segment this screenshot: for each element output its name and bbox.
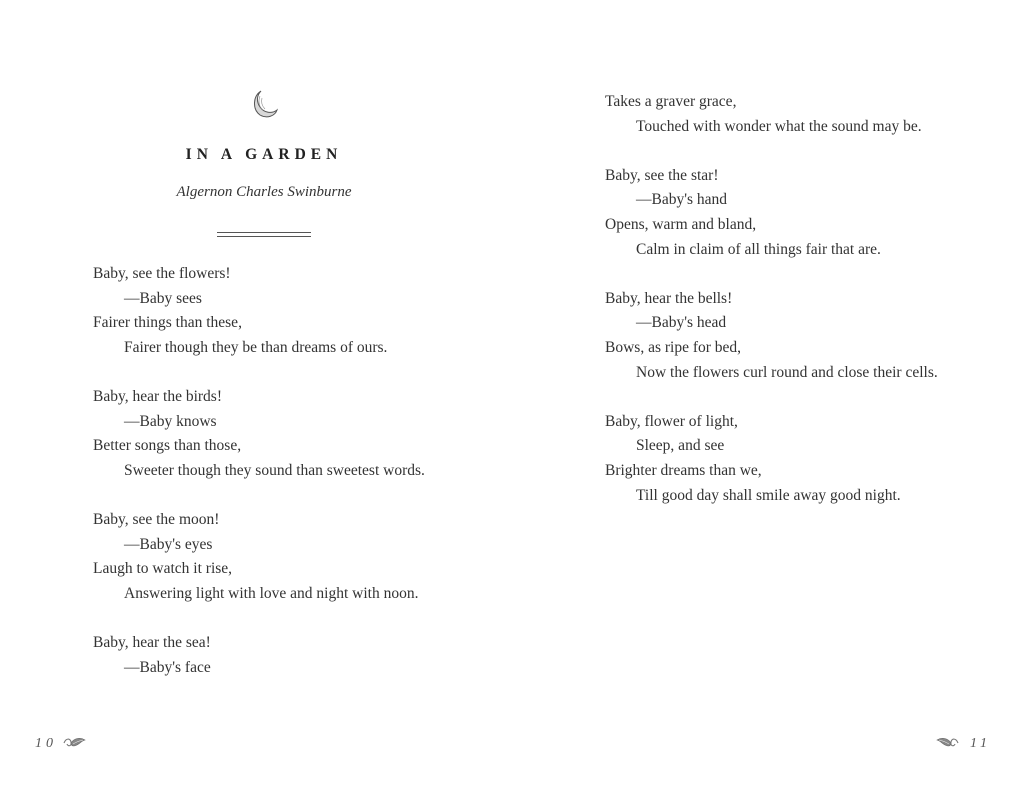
poem-line: —Baby sees <box>124 289 202 307</box>
poem-author: Algernon Charles Swinburne <box>176 184 352 200</box>
poem-line: Answering light with love and night with noon. <box>124 584 419 602</box>
poem-title: IN A GARDEN <box>185 146 343 163</box>
poem-line: Calm in claim of all things fair that are. <box>636 240 881 258</box>
poem-line: Till good day shall smile away good night. <box>636 486 901 504</box>
poem-line: Sweeter though they sound than sweetest words. <box>124 461 425 479</box>
poem-line: Baby, see the flowers! <box>93 265 231 282</box>
poem-line: —Baby's face <box>124 658 211 676</box>
page-number-right: 11 <box>970 736 991 751</box>
poem-line: Baby, hear the bells! <box>605 289 733 307</box>
page-number-left: 10 <box>35 736 57 751</box>
poem-line: Touched with wonder what the sound may be. <box>636 117 922 135</box>
leaf-flourish-icon <box>62 734 88 750</box>
poem-line: Opens, warm and bland, <box>605 215 757 233</box>
stanza <box>93 508 493 606</box>
poem-line: Baby, see the star! <box>605 166 719 184</box>
poem-line: Fairer though they be than dreams of ours. <box>124 338 388 356</box>
poem-line: Baby, flower of light, <box>605 412 738 430</box>
poem-body-right <box>605 90 1005 533</box>
stanza <box>93 385 493 483</box>
poem-line: —Baby's head <box>636 314 727 332</box>
poem-line: —Baby's hand <box>636 191 728 209</box>
leaf-flourish-icon <box>934 734 960 750</box>
poem-body-left <box>93 262 493 705</box>
poem-line: Now the flowers curl round and close their cells. <box>636 363 938 381</box>
poem-line: Baby, see the moon! <box>93 510 220 528</box>
poem-line: Brighter dreams than we, <box>605 461 762 479</box>
stanza <box>605 287 1005 385</box>
poem-line: Laugh to watch it rise, <box>93 560 233 578</box>
poem-line: —Baby's eyes <box>124 535 213 553</box>
crescent-moon-icon <box>248 88 280 120</box>
poem-line: Better songs than those, <box>93 437 242 455</box>
poem-line: Baby, hear the birds! <box>93 387 222 405</box>
stanza <box>605 410 1005 508</box>
poem-line: Baby, hear the sea! <box>93 633 211 651</box>
stanza <box>605 90 1005 139</box>
poem-line: Fairer things than these, <box>93 314 242 332</box>
poem-line: Bows, as ripe for bed, <box>605 338 742 356</box>
poem-line: Takes a graver grace, <box>605 93 737 110</box>
stanza <box>605 164 1005 262</box>
poem-line: —Baby knows <box>124 412 217 430</box>
stanza <box>93 631 493 680</box>
title-divider <box>217 232 311 238</box>
poem-line: Sleep, and see <box>636 437 725 455</box>
stanza <box>93 262 493 360</box>
